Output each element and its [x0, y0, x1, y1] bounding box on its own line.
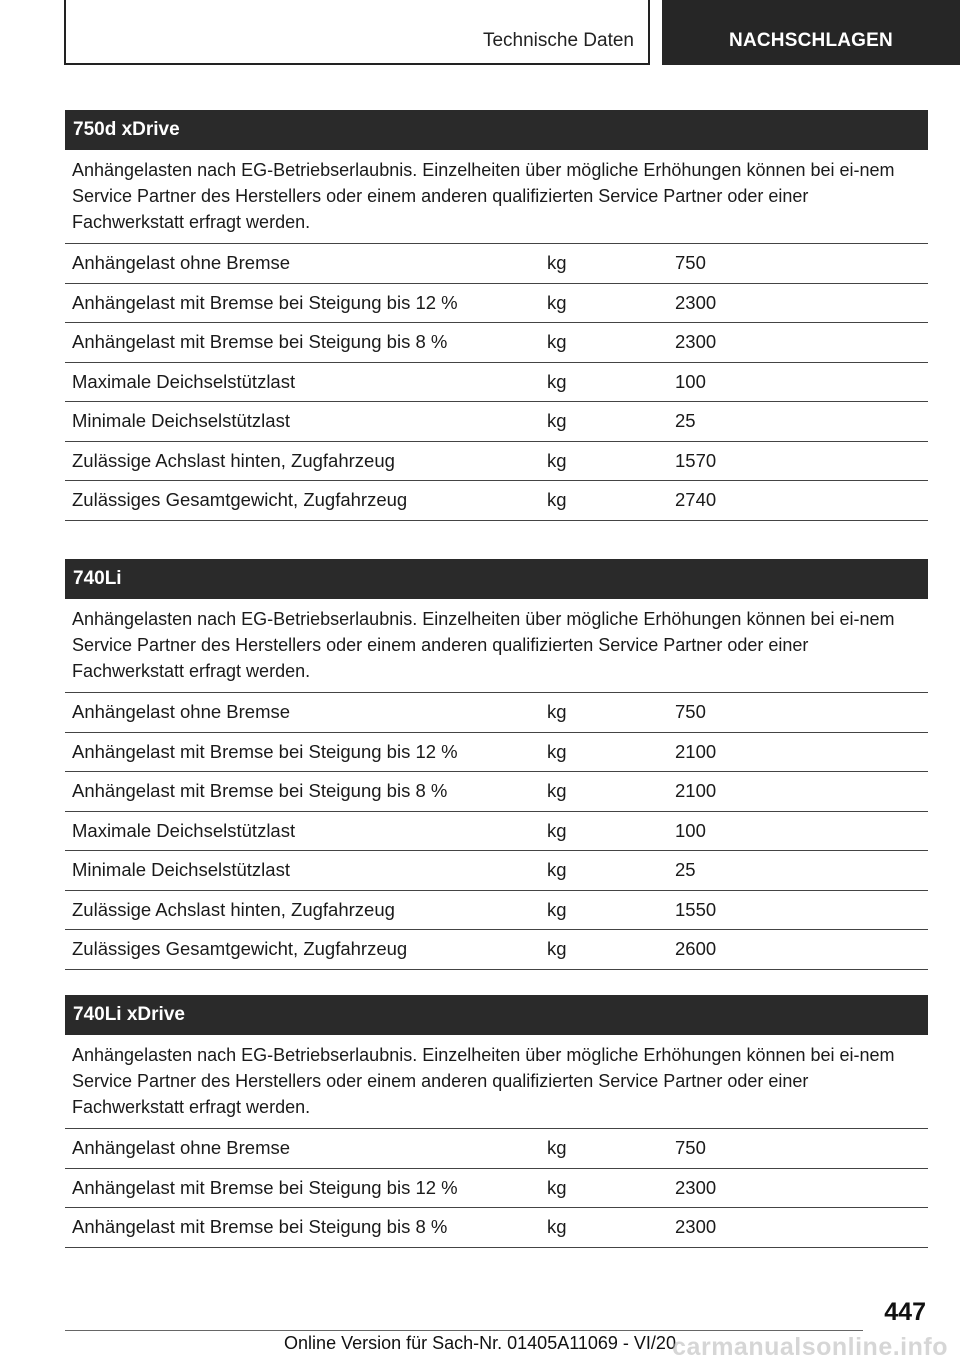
row-unit: kg — [547, 740, 567, 762]
table-row — [65, 851, 928, 891]
row-unit: kg — [547, 859, 567, 881]
row-label: Minimale Deichselstützlast — [72, 410, 290, 432]
row-unit: kg — [547, 410, 567, 432]
row-value: 2740 — [675, 489, 717, 511]
block-title: 750d xDrive — [65, 110, 928, 150]
row-value: 2100 — [675, 780, 717, 802]
table-row — [65, 1129, 928, 1169]
row-unit: kg — [547, 780, 567, 802]
spec-block-740li — [65, 559, 928, 970]
row-value: 2300 — [675, 291, 717, 313]
block-title: 740Li — [65, 559, 928, 599]
row-unit: kg — [547, 1176, 567, 1198]
row-label: Zulässige Achslast hinten, Zugfahrzeug — [72, 449, 395, 471]
row-label: Anhängelast mit Bremse bei Steigung bis 8 % — [72, 780, 448, 802]
row-label: Maximale Deichselstützlast — [72, 819, 296, 841]
table-row — [65, 363, 928, 403]
chapter-title: NACHSCHLAGEN — [729, 30, 893, 51]
row-label: Maximale Deichselstützlast — [72, 370, 296, 392]
watermark: carmanualsonline.info — [672, 1333, 948, 1361]
page-header — [0, 0, 960, 66]
header-frame — [64, 0, 650, 65]
row-value: 100 — [675, 370, 706, 392]
row-label: Anhängelast mit Bremse bei Steigung bis 12 % — [72, 740, 458, 762]
row-value: 2300 — [675, 1216, 717, 1238]
table-row — [65, 891, 928, 931]
row-unit: kg — [547, 331, 567, 353]
table-row — [65, 284, 928, 324]
row-value: 25 — [675, 410, 696, 432]
row-unit: kg — [547, 449, 567, 471]
row-value: 2100 — [675, 740, 717, 762]
page-number: 447 — [884, 1298, 926, 1326]
row-unit: kg — [547, 819, 567, 841]
row-label: Zulässiges Gesamtgewicht, Zugfahrzeug — [72, 938, 408, 960]
row-label: Anhängelast mit Bremse bei Steigung bis 12 % — [72, 291, 458, 313]
row-label: Anhängelast mit Bremse bei Steigung bis 8 % — [72, 331, 448, 353]
row-label: Anhängelast ohne Bremse — [72, 1137, 291, 1159]
online-version-note: Online Version für Sach-Nr. 01405A11069 - VI/20 — [284, 1333, 676, 1353]
table-row — [65, 402, 928, 442]
row-value: 2600 — [675, 938, 717, 960]
row-unit: kg — [547, 291, 567, 313]
row-value: 750 — [675, 252, 706, 274]
table-row — [65, 930, 928, 970]
spec-block-740li-xdrive — [65, 995, 928, 1248]
block-description: Anhängelasten nach EG-Betriebserlaubnis. Einzelheiten über mögliche Erhöhungen können bei ei-nem Service Partner des Herstellers oder einem anderen qualifizierten Service Partner oder einer Fachwerkstatt erfragt werden. — [65, 150, 928, 244]
table-row — [65, 772, 928, 812]
row-value: 1570 — [675, 449, 717, 471]
row-unit: kg — [547, 1137, 567, 1159]
row-value: 25 — [675, 859, 696, 881]
row-unit: kg — [547, 701, 567, 723]
table-row — [65, 1208, 928, 1248]
row-label: Zulässiges Gesamtgewicht, Zugfahrzeug — [72, 489, 408, 511]
row-value: 750 — [675, 1137, 706, 1159]
row-label: Anhängelast ohne Bremse — [72, 252, 291, 274]
table-row — [65, 323, 928, 363]
row-label: Zulässige Achslast hinten, Zugfahrzeug — [72, 898, 395, 920]
row-value: 1550 — [675, 898, 717, 920]
row-unit: kg — [547, 370, 567, 392]
block-description: Anhängelasten nach EG-Betriebserlaubnis. Einzelheiten über mögliche Erhöhungen können bei ei-nem Service Partner des Herstellers oder einem anderen qualifizierten Service Partner oder einer Fachwerkstatt erfragt werden. — [65, 599, 928, 693]
block-description: Anhängelasten nach EG-Betriebserlaubnis. Einzelheiten über mögliche Erhöhungen können bei ei-nem Service Partner des Herstellers oder einem anderen qualifizierten Service Partner oder einer Fachwerkstatt erfragt werden. — [65, 1035, 928, 1129]
chapter-tab — [662, 0, 960, 65]
table-row — [65, 1169, 928, 1209]
row-value: 750 — [675, 701, 706, 723]
block-title: 740Li xDrive — [65, 995, 928, 1035]
spec-block-750d-xdrive — [65, 110, 928, 521]
row-label: Anhängelast mit Bremse bei Steigung bis 8 % — [72, 1216, 448, 1238]
row-value: 2300 — [675, 1176, 717, 1198]
table-row — [65, 442, 928, 482]
table-row — [65, 733, 928, 773]
row-unit: kg — [547, 898, 567, 920]
table-row — [65, 693, 928, 733]
row-label: Anhängelast ohne Bremse — [72, 701, 291, 723]
footer-divider — [65, 1330, 863, 1331]
row-value: 100 — [675, 819, 706, 841]
row-unit: kg — [547, 489, 567, 511]
row-unit: kg — [547, 252, 567, 274]
row-label: Anhängelast mit Bremse bei Steigung bis 12 % — [72, 1176, 458, 1198]
section-title: Technische Daten — [482, 30, 634, 51]
table-row — [65, 481, 928, 521]
row-label: Minimale Deichselstützlast — [72, 859, 290, 881]
row-value: 2300 — [675, 331, 717, 353]
table-row — [65, 244, 928, 284]
row-unit: kg — [547, 938, 567, 960]
table-row — [65, 812, 928, 852]
row-unit: kg — [547, 1216, 567, 1238]
